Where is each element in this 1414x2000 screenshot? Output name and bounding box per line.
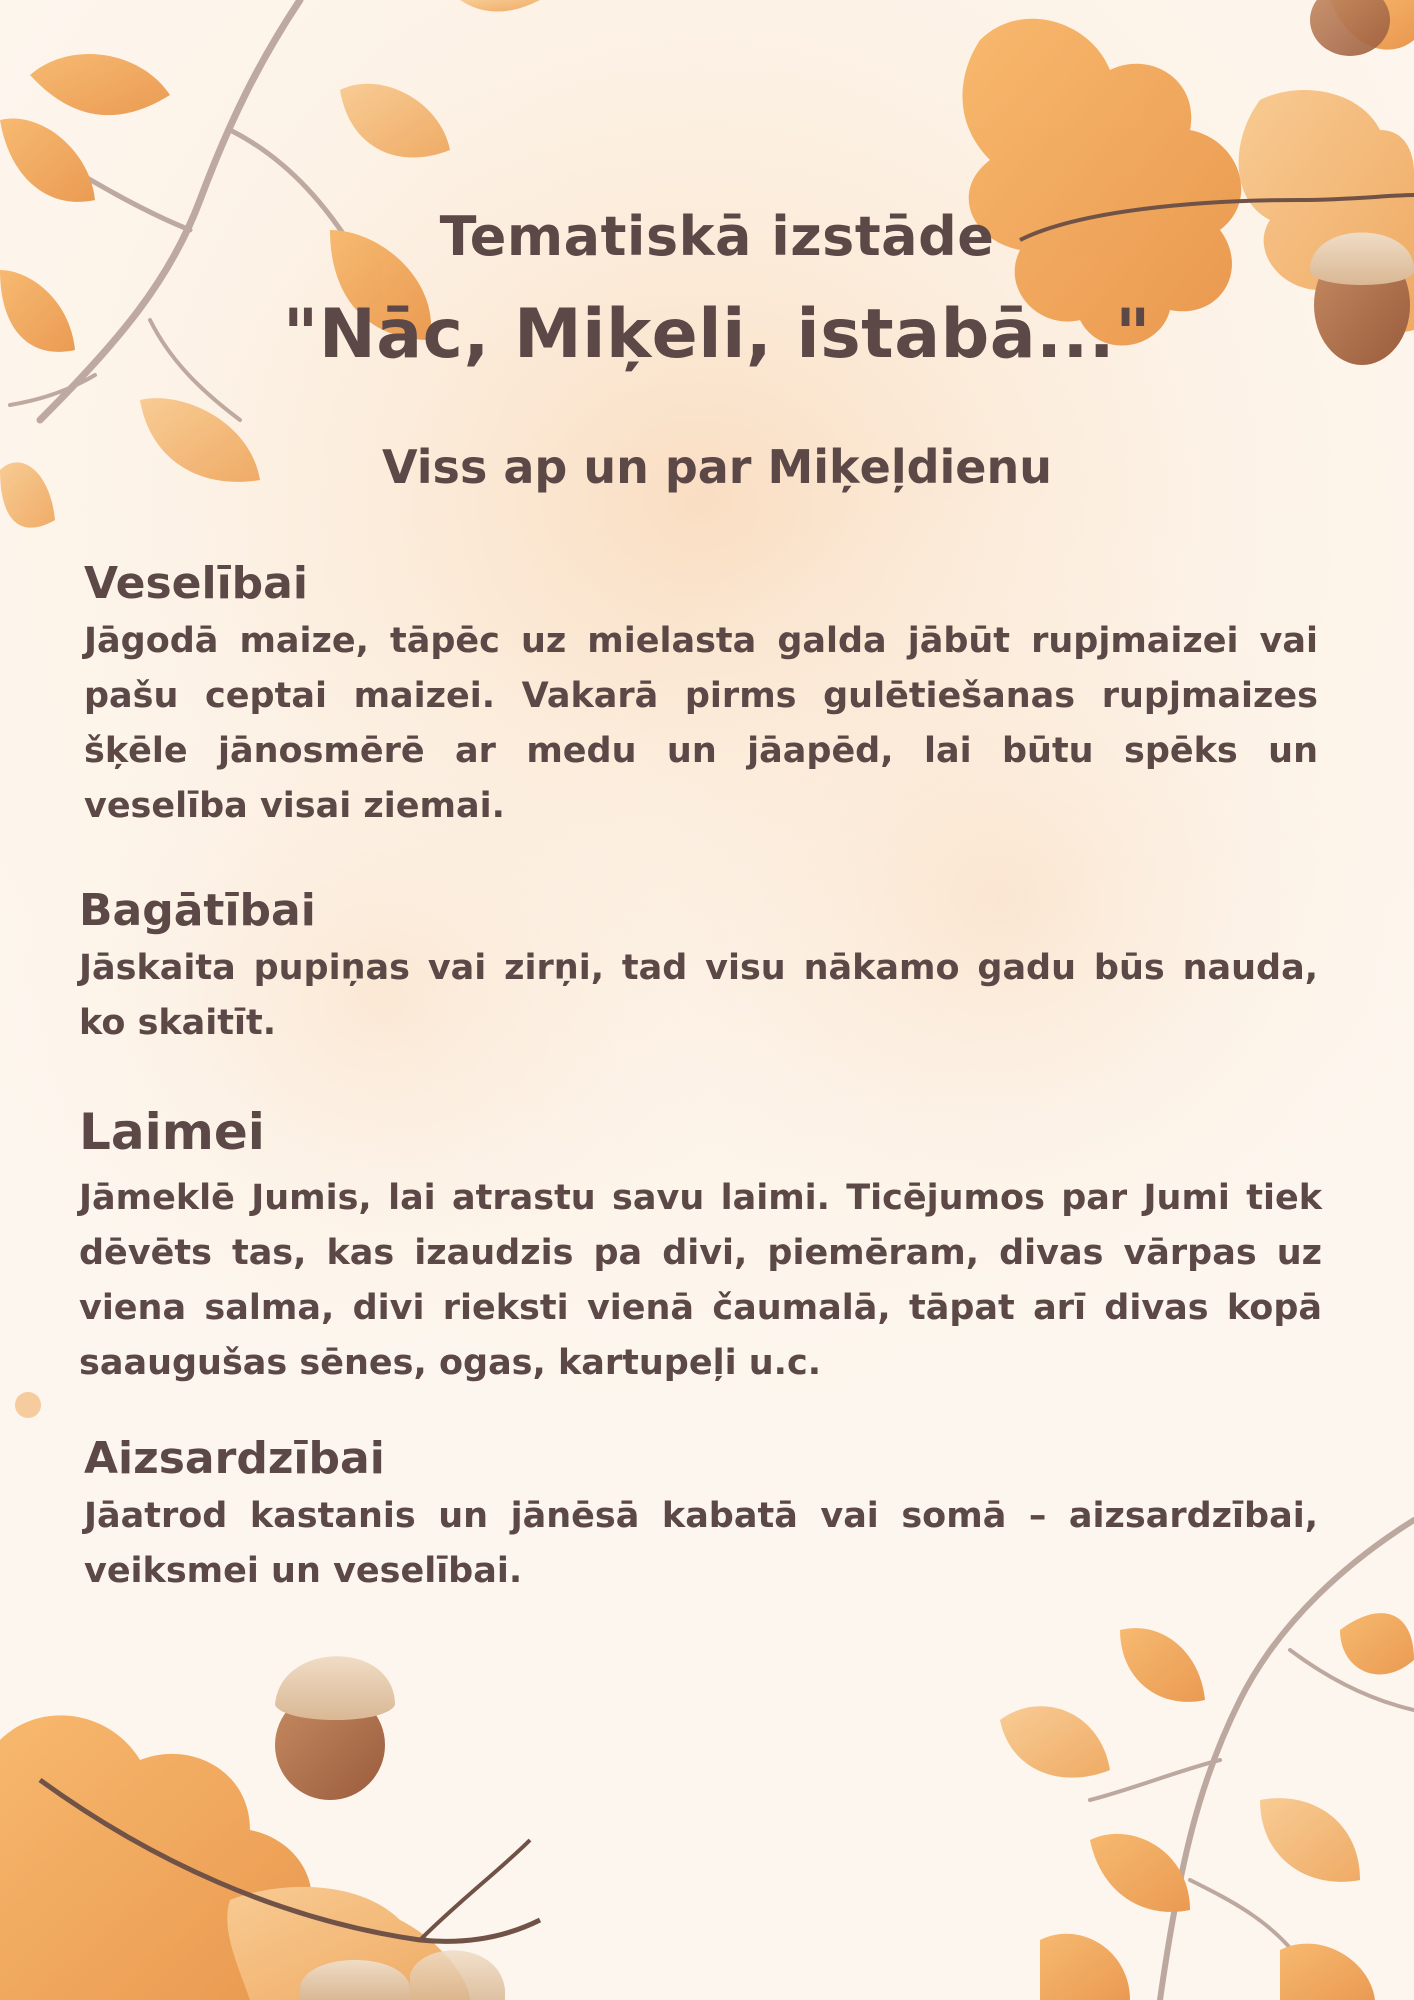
exhibition-name: "Nāc, Miķeli, istabā..." xyxy=(282,295,1152,374)
section-text: Jāmeklē Jumis, lai atrastu savu laimi. Ticējumos par Jumi tiek dēvēts tas, kas izaudzis pa divi, piemēram, divas vārpas uz viena salma, divi rieksti vienā čaumalā, tāpat arī divas kopā saaugušas sēnes, ogas, kartupeļi u.c. xyxy=(79,1178,1322,1383)
section-heading: Veselībai xyxy=(84,558,308,609)
poster-title: Tematiskā izstāde xyxy=(439,205,995,268)
section-text: Jāskaita pupiņas vai zirņi, tad visu nākamo gadu būs nauda, ko skaitīt. xyxy=(79,948,1318,1044)
section-heading: Laimei xyxy=(79,1103,265,1161)
section-health xyxy=(84,555,1318,834)
section-protection xyxy=(84,1430,1318,1599)
section-wealth xyxy=(79,882,1318,1051)
poster-subtitle: Viss ap un par Miķeļdienu xyxy=(382,440,1052,494)
section-luck xyxy=(79,1100,1322,1391)
section-heading: Bagātībai xyxy=(79,885,316,936)
section-text: Jāgodā maize, tāpēc uz mielasta galda jābūt rupjmaizei vai pašu ceptai maizei. Vakarā pirms gulētiešanas rupjmaizes šķēle jānosmērē ar medu un jāapēd, lai būtu spēks un veselība visai ziemai. xyxy=(84,621,1318,827)
section-heading: Aizsardzībai xyxy=(84,1433,385,1484)
section-text: Jāatrod kastanis un jānēsā kabatā vai somā – aizsardzībai, veiksmei un veselībai. xyxy=(84,1496,1318,1592)
